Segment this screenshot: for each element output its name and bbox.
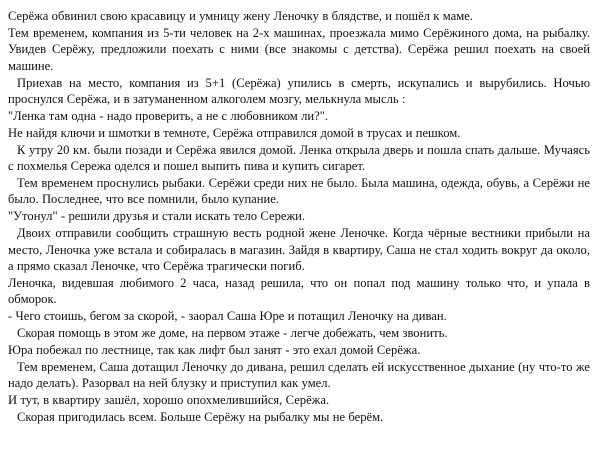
story-paragraph: Серёжа обвинил свою красавицу и умницу жену Леночку в блядстве, и пошёл к маме. [8, 9, 473, 23]
story-paragraph: Юра побежал по лестнице, так как лифт был занят - это ехал домой Серёжа. [8, 343, 421, 358]
story-paragraph: Скорая помощь в этом же доме, на первом этаже - легче добежать, чем звонить. [17, 326, 448, 341]
story-paragraph: Тем временем, Саша дотащил Леночку до дивана, решил сделать ей искусственное дыхание (ну что-то же надо делать). Разорвал на ней блузку и приступил как умел. [8, 360, 590, 391]
story-paragraph: Тем временем, компания из 5-ти человек на 2-х машинах, проезжала мимо Серёжиного дома, на рыбалку. Увидев Серёжу, предложили поехать с ними (все знакомы с детства). Серёжа решил поехать на своей машине. [8, 25, 590, 73]
story-paragraph: "Ленка там одна - надо проверить, а не с любовником ли?". [8, 108, 329, 123]
story-paragraph: К утру 20 км. были позади и Серёжа явился домой. Ленка открыла дверь и пошла спать дальше. Мучаясь с похмелья Сережа оделся и пошел выпить пива и купить сигарет. [8, 142, 590, 174]
story-paragraph: Не найдя ключи и шмотки в темноте, Серёжа отправился домой в трусах и пешком. [8, 125, 461, 140]
story-paragraph: Приехав на место, компания из 5+1 (Серёжа) упились в смерть, искупались и вырубились. Ночью проснулся Серёжа, и в затуманенном алкоголем мозгу, мелькнула мысль : [8, 75, 590, 107]
story-paragraph: - Чего стоишь, бегом за скорой, - заорал Саша Юре и потащил Леночку на диван. [8, 309, 447, 324]
story-paragraph: Леночка, видевшая любимого 2 часа, назад решила, что он попал под машину только что, и упала в обморок. [8, 276, 590, 307]
story-paragraph: "Утонул" - решили друзья и стали искать тело Сережи. [8, 209, 306, 224]
story-paragraph: И тут, в квартиру зашёл, хорошо опохмелившийся, Серёжа. [8, 393, 330, 408]
story-paragraph: Скорая пригодилась всем. Больше Серёжу на рыбалку мы не берём. [17, 410, 384, 425]
story-paragraph: Тем временем проснулись рыбаки. Серёжи среди них не было. Была машина, одежда, обувь, а Серёжи не было. Последнее, что все помнили, было купание. [8, 176, 590, 207]
story-paragraph: Двоих отправили сообщить страшную весть родной жене Леночке. Когда чёрные вестники прибыли на место, Леночка уже встала и собиралась в магазин. Зайдя в квартиру, Саша не стал ходить вокруг да около, а прямо сказал Леночке, что Серёжа трагически погиб. [8, 226, 590, 274]
